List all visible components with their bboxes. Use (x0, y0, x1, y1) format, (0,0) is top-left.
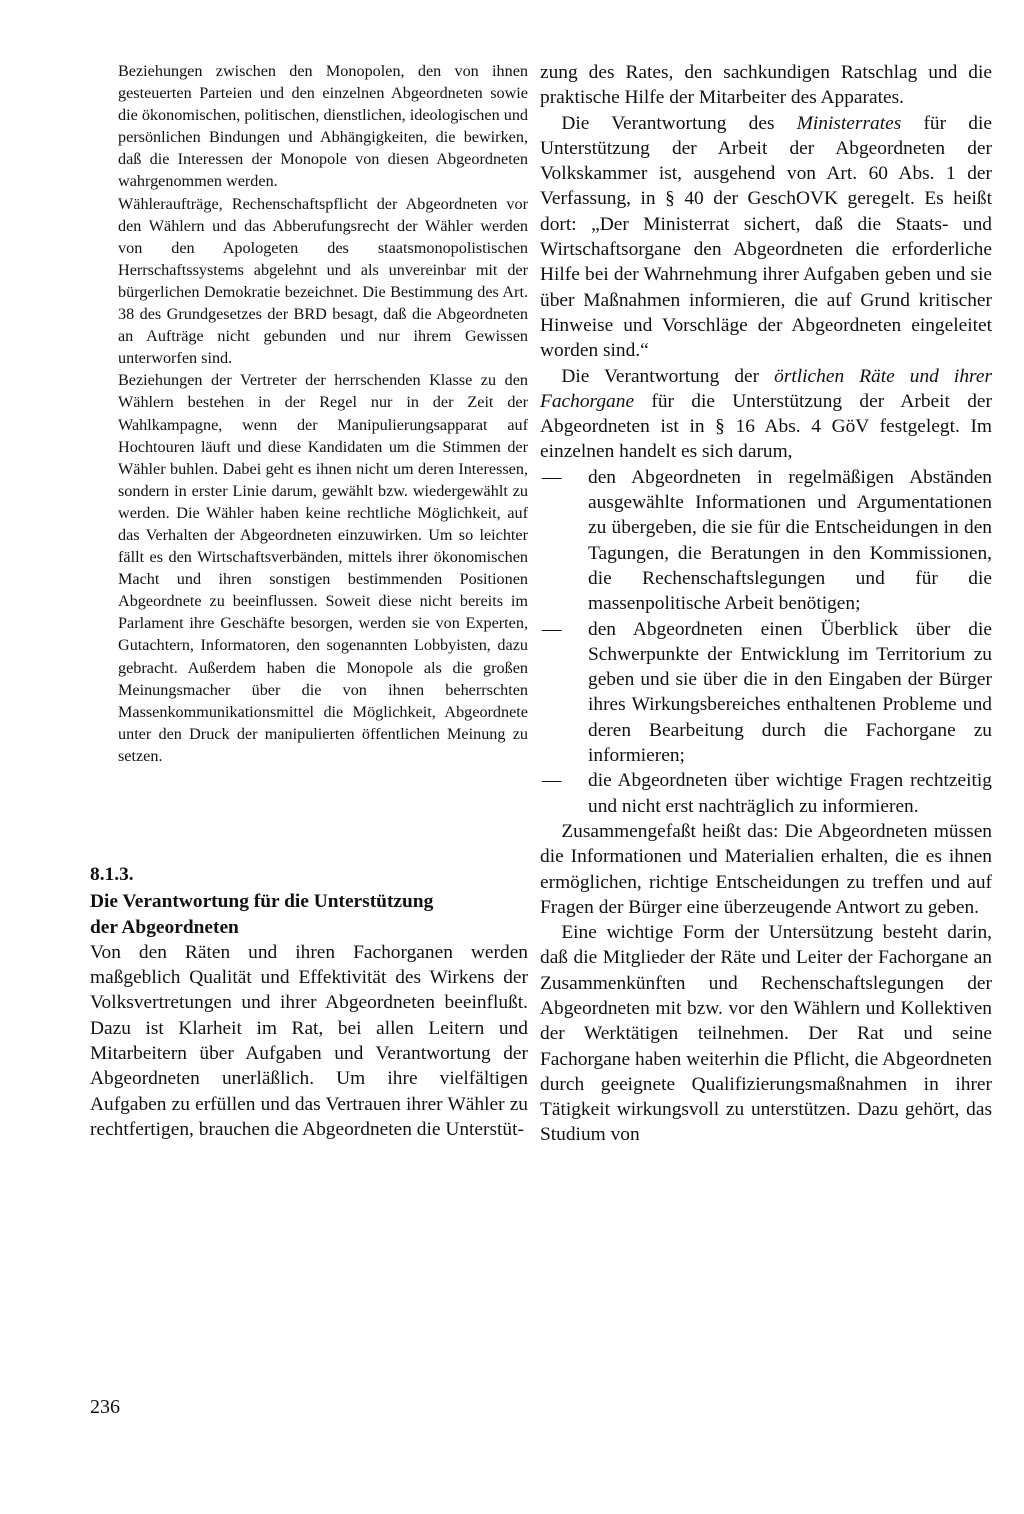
emphasis-ministerrat: Ministerrates (796, 112, 902, 134)
paragraph-continuation: zung des Rates, den sachkundigen Ratschlag und die praktische Hilfe der Mitarbeiter des Apparates. (540, 62, 992, 109)
list-item: — den Abgeordneten einen Überblick über die Schwerpunkte der Entwicklung im Territorium zu geben und sie über die in den Eingaben der Bürger ihres Wirkungsbereiches enthaltenen Probleme und deren Bearbeitung durch die Fachorgane zu informieren; (540, 617, 992, 769)
duties-list (540, 465, 992, 819)
emphasis-local-councils: örtlichen Räte und ihrer Fachorgane (540, 365, 992, 412)
paragraph-election-campaign: Beziehungen der Vertreter der herrschenden Klasse zu den Wählern bestehen in der Regel nur in der Zeit der Wahlkampagne, wenn der Manipulierungsapparat auf Hochtouren läuft und diese Kandidaten um die Stimmen der Wähler buhlen. Dabei geht es ihnen nicht um deren Interessen, sondern in erster Linie darum, gewählt bzw. wiedergewählt zu werden. Die Wähler haben keine rechtliche Möglichkeit, auf das Verhalten der Abgeordneten einzuwirken. Um so leichter fällt es den Wirtschaftsverbänden, mittels ihrer ökonomischen Macht und ihren sonstigen bestimmenden Positionen Abgeordnete zu beeinflussen. Soweit diese nicht bereits im Parlament ihre Geschäfte besorgen, werden sie von Experten, Gutachtern, Informatoren, den sogenannten Lobbyisten, dazu gebracht. Außerdem haben die Monopole als die großen Meinungsmacher über die von ihnen beherrschten Massenkommunikationsmittel die Möglichkeit, Abgeordnete unter den Druck der manipulierten öffentlichen Meinung zu setzen. (118, 371, 528, 765)
section-heading (90, 862, 528, 1142)
list-item: — den Abgeordneten in regelmäßigen Abständen ausgewählte Informationen und Argumentationen zu übergeben, die sie für die Entscheidungen in den Tagungen, die Beratungen in den Kommissionen, die Rechenschaftslegungen und für die massenpolitische Arbeit benötigen; (540, 465, 992, 617)
paragraph-ministerrat (540, 111, 992, 364)
text-run: für die Unterstützung der Arbeit der Abgeordneten ist in § 16 Abs. 4 GöV festgelegt. Im einzelnen handelt es sich darum, (540, 390, 992, 463)
section-title-line-2: der Abgeordneten (90, 916, 239, 938)
page-number: 236 (90, 1396, 120, 1418)
paragraph-local-councils (540, 364, 992, 465)
paragraph-summary: Zusammengefaßt heißt das: Die Abgeordneten müssen die Informationen und Materialien erhalten, die es ihnen ermöglichen, richtige Entscheidungen zu treffen und auf Fragen der Bürger eine überzeugende Antwort zu geben. (540, 820, 992, 918)
small-print-block (90, 60, 528, 767)
text-run: Die Verantwortung des (561, 112, 797, 134)
section-intro-paragraph: Von den Räten und ihren Fachorganen werden maßgeblich Qualität und Effektivität des Wirkens der Volksvertretungen und ihrer Abgeordneten beeinflußt. Dazu ist Klarheit im Rat, bei allen Leitern und Mitarbeitern über Aufgaben und Verantwortung der Abgeordneten unerläßlich. Um ihre vielfältigen Aufgaben zu erfüllen und das Vertrauen ihrer Wähler zu rechtfertigen, brauchen die Abgeordneten die Unterstüt- (90, 941, 528, 1140)
paragraph-monopoly-ties: Beziehungen zwischen den Monopolen, den von ihnen gesteuerten Parteien und den einzelnen Abgeordneten sowie die ökonomischen, politischen, dienstlichen, ideologischen und persönlichen Bindungen und Abhängigkeiten, die bewirken, daß die Interessen der Monopole von diesen Abgeordneten wahrgenommen werden. (118, 62, 529, 191)
section-title-line-1: Die Verantwortung für die Unterstützung (90, 891, 434, 913)
paragraph-voter-mandates: Wähleraufträge, Rechenschaftspflicht der Abgeordneten vor den Wählern und das Abberufungsrecht der Wähler werden von den Apologeten des staatsmonopolistischen Herrschaftssystems abgelehnt und als unvereinbar mit der bürgerlichen Demokratie bezeichnet. Die Bestimmung des Art. 38 des Grundgesetzes der BRD besagt, daß die Abgeordneten an Aufträge nicht gebunden und nur ihrem Gewissen unterworfen sind. (118, 194, 528, 368)
text-run: für die Unterstützung der Arbeit der Abgeordneten der Volkskammer ist, ausgehend von Art. 60 Abs. 1 der Verfassung, in § 40 der GeschOVK geregelt. Es heißt dort: „Der Ministerrat sichert, daß die Staats- und Wirtschaftsorgane den Abgeordneten die erforderliche Hilfe bei der Wahrnehmung ihrer Aufgaben geben und sie über Maßnahmen informieren, die auf Grund kritischer Hinweise und Vorschläge der Abgeordneten eingeleitet worden sind.“ (540, 112, 993, 362)
left-column (90, 60, 528, 1142)
right-column (540, 60, 992, 1148)
section-number: 8.1.3. (90, 864, 134, 885)
paragraph-support-forms: Eine wichtige Form der Untersützung besteht darin, daß die Mitglieder der Räte und Leiter der Fachorgane an Zusammenkünften und Rechenschaftslegungen der Abgeordneten mit bzw. vor den Wählern und Kollektiven der Werktätigen teilnehmen. Der Rat und seine Fachorgane haben weiterhin die Pflicht, die Abgeordneten durch geeignete Qualifizierungsmaßnahmen in ihrer Tätigkeit wirkungsvoll zu unterstützen. Dazu gehört, das Studium von (540, 922, 992, 1146)
list-item: — die Abgeordneten über wichtige Fragen rechtzeitig und nicht erst nachträglich zu informieren. (540, 768, 992, 819)
text-run: Die Verantwortung der (561, 365, 775, 387)
